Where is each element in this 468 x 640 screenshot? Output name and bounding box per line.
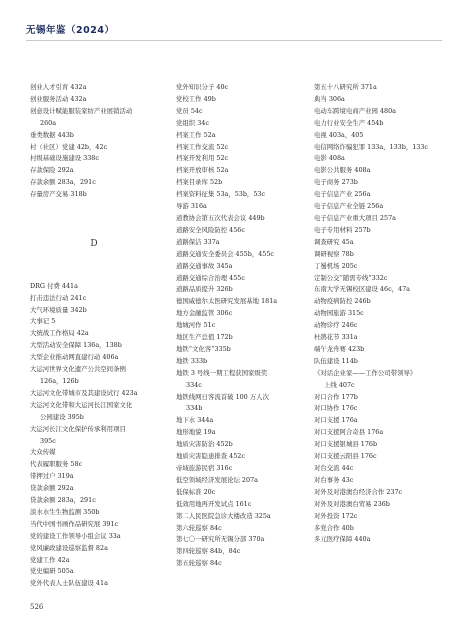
index-entry: 创意设计赋能服装家纺产业展销活动 — [30, 106, 133, 115]
page-number: 526 — [30, 603, 44, 611]
index-entry: 地区生产总值 172b — [176, 333, 233, 342]
index-entry: 电影 408a — [314, 154, 345, 163]
index-entry: 党史编研 505a — [30, 567, 74, 576]
index-entry: 地质灾害隐患排查 452c — [176, 452, 245, 461]
index-entry: 档案资料征集 53a，53b，53c — [176, 190, 266, 199]
index-entry: 电子信息产业重大项目 257a — [314, 213, 396, 222]
index-entry: 第二人民医院急诊大楼改造 325a — [176, 511, 271, 520]
index-entry: 创业人才引育 432a — [30, 83, 87, 91]
index-entry: 地铁线网日客流首破 100 万人次 — [176, 392, 269, 401]
index-entry: 档案开放审核 52a — [176, 166, 229, 175]
index-entry: 《对话企业家——工作公司带领导》 — [314, 368, 417, 377]
index-entry: 带押过户 319a — [30, 472, 74, 481]
index-entry: 地铁 333b — [176, 356, 208, 365]
header-divider — [26, 40, 442, 41]
index-entry: 道路交通安全委员会 455b，455c — [176, 249, 275, 258]
index-entry: 党建工作 42a — [30, 555, 70, 564]
index-entry: 电信网络诈骗犯罪 133a，133b，133c — [314, 142, 429, 151]
index-entry: 对口支援云阳县 176c — [314, 452, 377, 461]
index-entry: 电子商务 273b — [314, 178, 358, 187]
index-entry: 端午龙舟赛 423b — [314, 344, 365, 353]
index-column-3 — [314, 82, 442, 546]
index-entry: 对口协作 176c — [314, 404, 358, 413]
index-spacer — [30, 201, 158, 213]
index-entry: 党外代表人士队伍建设 41a — [30, 579, 108, 588]
index-entry: 存量房产交易 318b — [30, 190, 87, 199]
index-spacer — [30, 213, 158, 225]
index-entry: 电视 403a，405 — [314, 130, 364, 139]
index-entry: 贷款余额 292a — [30, 484, 74, 493]
index-entry: 地铁“文化客”335b — [176, 344, 231, 353]
index-entry: 杜鹃花节 331a — [314, 333, 358, 342]
index-entry: 上线 407c — [324, 380, 355, 389]
index-entry: 第六轮巡察 84c — [176, 523, 222, 532]
index-entry: 电子专用材料 257b — [314, 225, 371, 234]
index-entry: 调查研究 45a — [314, 237, 354, 246]
index-entry: 党员 54c — [176, 106, 203, 115]
index-entry: 电影公共服务 408a — [314, 166, 371, 175]
index-entry: 地城河作 51c — [176, 321, 216, 330]
index-entry: 地质灾害防治 452b — [176, 440, 233, 449]
index-entry: 电子信息产业全链 256a — [314, 202, 384, 211]
index-entry: 创业服务活动 432a — [30, 94, 87, 103]
index-entry: 定制公交“随需专线”332c — [314, 273, 388, 282]
index-entry: 党外知识分子 40c — [176, 83, 229, 91]
index-entry: 地形地貌 19a — [176, 428, 216, 437]
index-entry: 低保标准 20c — [176, 487, 216, 496]
index-entry: 道路保洁 337a — [176, 237, 220, 246]
index-entry: 党的建设工作领导小组会议 33a — [30, 531, 121, 540]
index-section-letter: D — [90, 238, 98, 249]
index-entry: 126a，126b — [40, 376, 79, 385]
index-entry: 对台交流 44c — [314, 464, 354, 472]
index-entry: 电动车跨境电商产业园 480a — [314, 106, 396, 115]
index-entry: 道路交通综合治理 455c — [176, 273, 245, 282]
index-entry: 大众传媒 — [30, 448, 56, 457]
index-entry: 395c — [40, 436, 56, 445]
running-header-title: 无锡年鉴（2024） — [26, 25, 115, 36]
index-entry: 道路品质提升 326b — [176, 285, 233, 294]
index-entry: 代表履职服务 58c — [30, 460, 83, 469]
index-entry: 334b — [186, 404, 203, 413]
index-entry: 对口支援 176a — [314, 416, 358, 425]
index-entry: 对口合作 177b — [314, 392, 358, 401]
index-entry: 第五轮巡察 84c — [176, 559, 222, 568]
index-entry: 地下水 344a — [176, 416, 214, 425]
index-entry: 档案目录库 52b — [176, 178, 223, 187]
index-entry: 低效用地再开发试点 161c — [176, 499, 252, 508]
index-entry: 大统战工作格局 42a — [30, 329, 89, 338]
index-entry: 档案工作 52a — [176, 130, 216, 139]
index-entry: 村（社区）党建 42b，42c — [30, 142, 108, 151]
index-entry: 动物诊疗 246c — [314, 321, 358, 330]
index-entry: 动物园旅游 315c — [314, 309, 364, 318]
index-entry: 调研视察 78b — [314, 249, 354, 258]
index-entry: 大型活动安全保障 136a，138b — [30, 341, 122, 350]
index-entry: 德国威德尔太医研究发展基地 181a — [176, 297, 278, 306]
index-entry: 淡水水生生物监测 350b — [30, 507, 100, 516]
index-entry: 地方金融监管 306c — [176, 309, 233, 318]
index-entry: 档案工作交流 52c — [176, 142, 229, 151]
index-entry: 道路安全风险防控 456c — [176, 225, 245, 234]
index-entry: 打击违法行动 241c — [30, 293, 87, 302]
index-entry: 大运河文化带和大运河长江国家文化 — [30, 400, 133, 409]
index-entry: 动物疫病防控 246b — [314, 297, 371, 306]
index-entry: 对外及对港澳台贸易 236b — [314, 499, 390, 508]
index-spacer — [30, 269, 158, 281]
index-column-2 — [176, 82, 304, 570]
index-entry: 大运河长江文化保护传承利用项目 — [30, 424, 126, 433]
index-entry: 垂类数据 443b — [30, 130, 74, 139]
index-entry: 公园建设 395b — [40, 412, 84, 421]
index-entry: 多党合作 40b — [314, 523, 354, 532]
index-entry: 260a — [40, 118, 57, 127]
index-entry: 道路交通事故 345a — [176, 261, 233, 270]
index-entry: 党组织 34c — [176, 118, 209, 127]
index-entry: 档案开发利用 52c — [176, 154, 229, 163]
index-entry: 多元医疗保障 440a — [314, 535, 371, 544]
index-entry: 帝域旅游民宿 316c — [176, 464, 233, 472]
index-entry: 低空领域经济发展论坛 207a — [176, 475, 258, 484]
index-entry: 对口支援阿合奇县 176a — [314, 428, 384, 437]
index-entry: 对外及对港澳台经济合作 237c — [314, 487, 403, 496]
index-entry: 东南大学无锡校区建设 46c，47a — [314, 285, 410, 294]
index-entry: 334c — [186, 380, 202, 389]
index-entry: 大气环境质量 342b — [30, 305, 87, 314]
index-entry: 存款保险 292a — [30, 166, 74, 175]
index-entry: 当代中国书画作品研究展 391c — [30, 519, 119, 528]
index-entry: 电子信息产业 256a — [314, 190, 371, 199]
index-entry: DRG 付费 441a — [30, 281, 78, 290]
index-entry: 大型企业推动网直建行动 406a — [30, 353, 119, 362]
index-entry: 党校工作 49b — [176, 94, 216, 103]
index-entry: 大事记 5 — [30, 317, 56, 326]
index-entry: 典当 306a — [314, 94, 345, 103]
index-entry: 存款余额 283a，291c — [30, 178, 96, 187]
index-entry: 道教协会第五次代表会议 449b — [176, 213, 265, 222]
index-entry: 对台事务 43c — [314, 475, 354, 484]
index-entry: 队伍建设 114b — [314, 356, 358, 365]
index-entry: 丁蜀机场 205c — [314, 261, 358, 270]
index-entry: 贷款余额 283a，291c — [30, 496, 96, 505]
index-entry: 对外投资 172c — [314, 511, 358, 520]
index-entry: 第五十八研究所 371a — [314, 83, 377, 91]
index-entry: 第七〇一研究所无锡分部 370a — [176, 535, 265, 544]
index-entry: 电力行业安全生产 454b — [314, 118, 384, 127]
index-entry: 大运河世界文化遗产公共空间条例 — [30, 365, 126, 374]
index-entry: 党风廉政建设巡察监督 82a — [30, 543, 108, 552]
index-entry: 大运河文化带城市及其建设试行 423a — [30, 388, 138, 397]
index-entry: 对口支援银城县 176b — [314, 440, 378, 449]
index-entry: 地铁 3 号线一期工程获国家级奖 — [176, 368, 268, 377]
index-entry: 导游 316a — [176, 202, 207, 211]
index-entry: 村级基础设施建设 338c — [30, 154, 99, 163]
index-column-1 — [30, 82, 158, 590]
index-entry: 第四轮巡察 84b，84c — [176, 547, 241, 556]
